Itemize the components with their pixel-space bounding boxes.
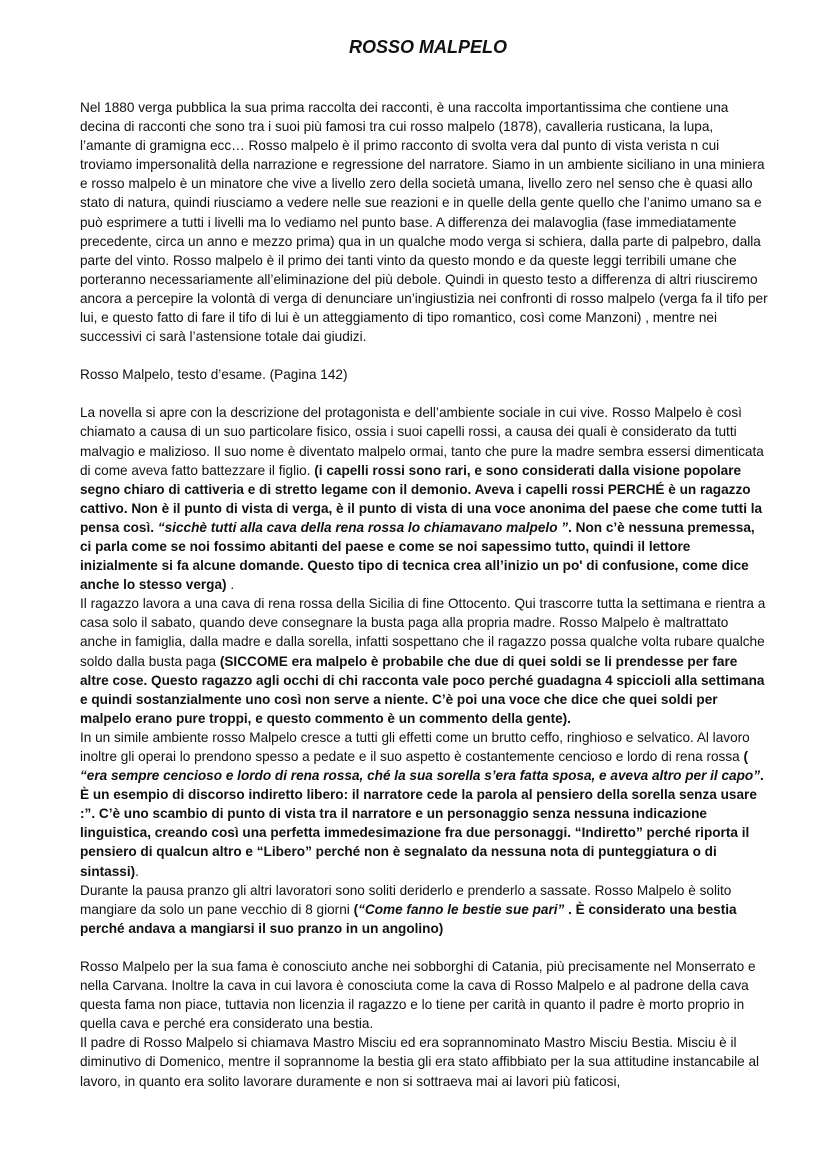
bold-commentary: . È considerato una bestia perché andava a mangiarsi il suo pranzo in un angolino) bbox=[80, 901, 737, 936]
paragraph-text: . bbox=[226, 577, 235, 593]
paragraph-protagonist bbox=[80, 403, 768, 594]
paragraph-pausa-pranzo bbox=[80, 881, 768, 938]
paragraph-text: In un simile ambiente rosso Malpelo cresce a tutti gli effetti come un brutto ceffo, ringhioso e selvatico. Al lavoro inoltre gli operai lo prendono spesso a pedate e il suo aspetto è costantemente cencioso e lordo di rena rossa bbox=[80, 729, 750, 764]
paragraph-ambiente bbox=[80, 728, 768, 881]
paragraph-text: . bbox=[135, 863, 139, 879]
paragraph-intro: Nel 1880 verga pubblica la sua prima raccolta dei racconti, è una raccolta importantissima che contiene una decina di racconti che sono tra i suoi più famosi tra cui rosso malpelo (1878), cavalleria rusticana, la lupa, l’amante di gramigna ecc… Rosso malpelo è il primo racconto di svolta vera dal punto di vista verista n cui troviamo impersonalità della narrazione e regressione del narratore. Siamo in un ambiente siciliano in una miniera e rosso malpelo è un minatore che vive a livello zero della società umana, livello zero nel senso che è quasi allo stato di natura, quindi riusciamo a vedere nelle sue reazioni e in quelle della gente quello che l’animo umano sa e può esprimere a tutti i livelli ma lo vediamo nel punto base. A differenza dei malavoglia (fase immediatamente precedente, circa un anno e mezzo prima) qua in un qualche modo verga si schiera, dalla parte di palpebro, dalla parte del vinto. Rosso malpelo è il primo dei tanti vinto da questo mondo e da queste leggi terribili umane che porteranno necessariamente all’eliminazione del più debole. Quindi in questo testo a differenza di altri riusciremo ancora a percepire la volontà di verga di denunciare un’ingiustizia nei confronti di rosso malpelo (verga fa il tifo per lui, e questo fatto di fare il tifo di lui è un atteggiamento di tipo romantico, così come Manzoni) , mentre nei successivi ci sarà l’astensione totale dai giudizi. bbox=[80, 100, 768, 345]
bold-commentary: ( bbox=[353, 901, 359, 917]
paragraph-text: La novella si apre con la descrizione del protagonista e dell’ambiente sociale in cui vive. Rosso Malpelo è così chiamato a causa di un suo particolare fisico, ossia i suoi capelli rossi, a causa dei quali è considerato da tutti malvagio e malizioso. Il suo nome è diventato malpelo ormai, tanto che pure la madre sembra essersi dimenticata di come aveva fatto battezzare il figlio. bbox=[80, 405, 764, 478]
bold-commentary: . È un esempio di discorso indiretto libero: il narratore cede la parola al pensiero della sorella senza usare :”. C’è uno scambio di punto di vista tra il narratore e un personaggio senza nessuna indicazione linguistica, creando così una perfetta immedesimazione fra due personaggi. “Indiretto” perché riporta il pensiero di qualcun altro e “Libero” perché non è segnalato da nessuna nota di punteggiatura o di sintassi) bbox=[80, 768, 764, 879]
document-body bbox=[80, 98, 768, 1091]
paragraph-padre: Il padre di Rosso Malpelo si chiamava Mastro Misciu ed era soprannominato Mastro Misciu Bestia. Misciu è il diminutivo di Domenico, mentre il soprannome la bestia gli era stato affibbiato per la sua attitudine instancabile al lavoro, in quanto era solito lavorare duramente e non si sottraeva mai ai lavori più faticosi, bbox=[80, 1035, 760, 1089]
bold-commentary: ( bbox=[743, 749, 749, 764]
paragraph-gap bbox=[80, 384, 768, 403]
paragraph-gap bbox=[80, 938, 768, 957]
paragraph-gap bbox=[80, 346, 768, 365]
paragraph-text: Il ragazzo lavora a una cava di rena rossa della Sicilia di fine Ottocento. Qui trascorre tutta la settimana e rientra a casa solo il sabato, quando deve consegnare la busta paga alla propria madre. Rosso Malpelo è maltrattato anche in famiglia, dalla madre e dalla sorella, infatti sospettano che il ragazzo possa qualche volta rubare qualche soldo dalla busta paga bbox=[80, 596, 766, 669]
bold-commentary: . Non c’è nessuna premessa, ci parla come se noi fossimo abitanti del paese e come se noi sapessimo tutto, quindi il lettore inizialmente si fa alcune domande. Questo tipo di tecnica crea all’inizio un po' di confusione, come dice anche lo stesso verga) bbox=[80, 519, 755, 593]
bold-italic-quote: “sicchè tutti alla cava della rena rossa lo chiamavano malpelo ” bbox=[157, 519, 569, 535]
bold-commentary: (SICCOME era malpelo è probabile che due di quei soldi se li prendesse per fare altre cose. Questo ragazzo agli occhi di chi racconta vale poco perché guadagna 4 spiccioli alla settimana e quindi sostanzialmente uno così non serve a niente. C’è poi una voce che dice che quei soldi per malpelo erano pure troppi, e questo commento è un commento della gente). bbox=[80, 653, 765, 726]
page-title: ROSSO MALPELO bbox=[348, 37, 507, 57]
bold-italic-quote: “Come fanno le bestie sue pari” bbox=[358, 901, 565, 917]
bold-italic-quote: “era sempre cencioso e lordo di rena rossa, ché la sua sorella s’era fatta sposa, e aveva altro per il capo” bbox=[80, 768, 760, 784]
paragraph-cava bbox=[80, 594, 768, 728]
paragraph-fama: Rosso Malpelo per la sua fama è conosciuto anche nei sobborghi di Catania, più precisamente nel Monserrato e nella Carvana. Inoltre la cava in cui lavora è conosciuta come la cava di Rosso Malpelo e al padrone della cava questa fama non piace, tuttavia non licenzia il ragazzo e lo tiene per carità in quanto il padre è morto proprio in quella cava e perché era considerato una bestia. bbox=[80, 958, 756, 1032]
paragraph-text: Durante la pausa pranzo gli altri lavoratori sono soliti deriderlo e prenderlo a sassate. Rosso Malpelo è solito mangiare da solo un pane vecchio di 8 giorni bbox=[80, 882, 732, 917]
bold-commentary: (i capelli rossi sono rari, e sono considerati dalla visione popolare segno chiaro di cattiveria e di stretto legame con il demonio. Aveva i capelli rossi PERCHÉ è un ragazzo cattivo. Non è il punto di vista di verga, è il punto di vista di una voce anonima del paese che come tutti la pensa così. bbox=[80, 462, 763, 535]
paragraph-reference: Rosso Malpelo, testo d’esame. (Pagina 142) bbox=[80, 367, 348, 383]
